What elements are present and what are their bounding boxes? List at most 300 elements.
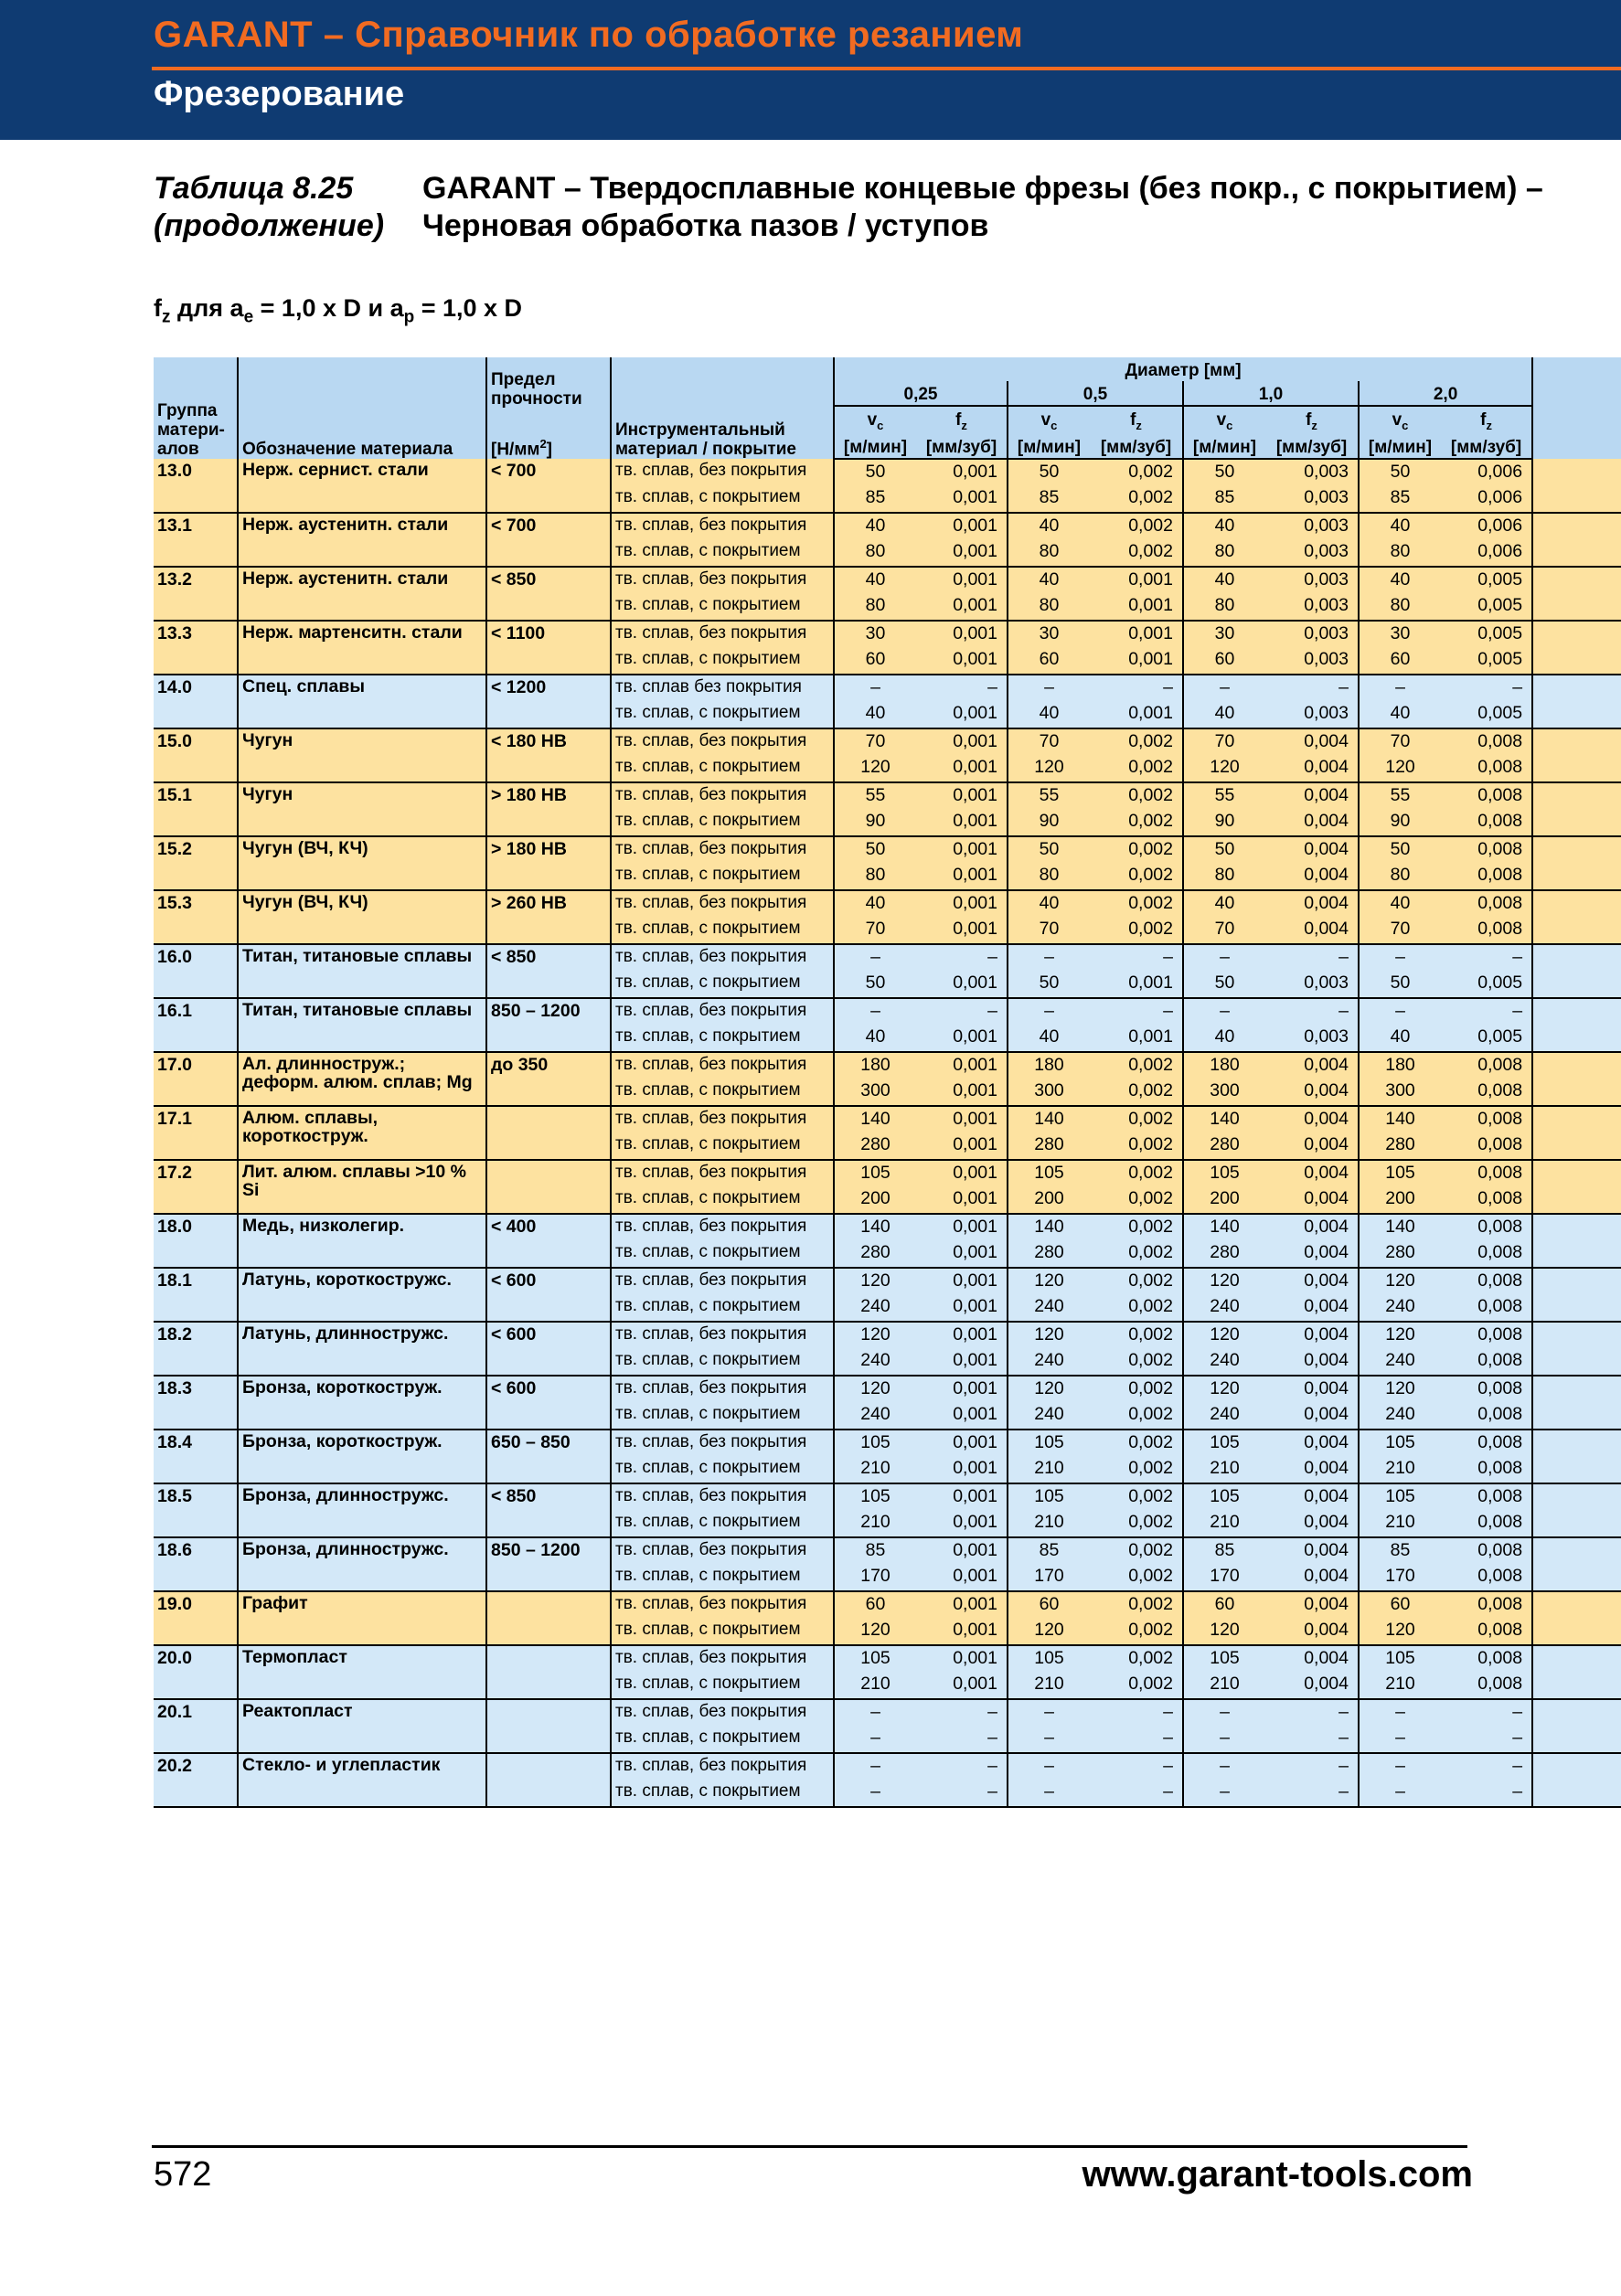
tool-coated: тв. сплав, с покрытием: [611, 1620, 834, 1645]
tool-coated: тв. сплав, с покрытием: [611, 649, 834, 675]
material-group: 18.1: [154, 1268, 238, 1322]
tool-coated: тв. сплав, с покрытием: [611, 865, 834, 890]
fz-value: 0,008: [1441, 811, 1532, 836]
fz-value: 0,004: [1265, 1376, 1359, 1404]
fz-value: 0,004: [1265, 1645, 1359, 1674]
vc-value: –: [1183, 1699, 1265, 1727]
fz-value: 0,001: [916, 1512, 1008, 1537]
vc-unit: [м/мин]: [1008, 432, 1090, 459]
fz-value: 0,003: [1265, 541, 1359, 567]
vc-value: 80: [1183, 541, 1265, 567]
fz-value: 0,001: [916, 703, 1008, 728]
vc-value: 40: [1359, 890, 1441, 919]
fz-header: $f_z$: [1265, 406, 1359, 432]
fz-value: 0,004: [1265, 1214, 1359, 1242]
material-group: 16.1: [154, 998, 238, 1052]
vc-value: 70: [834, 728, 916, 757]
vc-value: 210: [1183, 1674, 1265, 1699]
fz-value: –: [1090, 1753, 1183, 1781]
tensile-limit: < 600: [486, 1268, 611, 1322]
table-row: [154, 1376, 1621, 1404]
vc-value: 140: [834, 1106, 916, 1134]
fz-value: 0,004: [1265, 890, 1359, 919]
tensile-limit: < 700: [486, 513, 611, 567]
table-label-continued: (продолжение): [154, 208, 385, 243]
vc-value: 40: [834, 703, 916, 728]
vc-value: 120: [1183, 1620, 1265, 1645]
fz-value: –: [1265, 1727, 1359, 1753]
vc-value: 40: [1359, 703, 1441, 728]
tool-coated: тв. сплав, с покрытием: [611, 541, 834, 567]
blank-cell: [1532, 836, 1621, 890]
vc-value: 120: [1008, 757, 1090, 782]
vc-value: 120: [1359, 757, 1441, 782]
fz-value: 0,001: [916, 1296, 1008, 1322]
fz-value: 0,002: [1090, 1458, 1183, 1483]
vc-value: 140: [1359, 1214, 1441, 1242]
vc-value: 90: [1359, 811, 1441, 836]
material-group: 13.1: [154, 513, 238, 567]
fz-value: 0,004: [1265, 1350, 1359, 1376]
vc-value: 80: [1183, 865, 1265, 890]
tool-coated: тв. сплав, с покрытием: [611, 1134, 834, 1160]
vc-value: 70: [1359, 919, 1441, 944]
vc-value: 80: [1359, 541, 1441, 567]
tool-uncoated: тв. сплав, без покрытия: [611, 728, 834, 757]
fz-value: 0,001: [1090, 595, 1183, 621]
vc-value: 210: [834, 1458, 916, 1483]
vc-value: 140: [834, 1214, 916, 1242]
fz-value: 0,003: [1265, 621, 1359, 649]
table-row: [154, 1106, 1621, 1134]
fz-value: –: [916, 1781, 1008, 1807]
fz-value: –: [916, 998, 1008, 1026]
vc-value: –: [1359, 675, 1441, 703]
tool-coated: тв. сплав, с покрытием: [611, 1458, 834, 1483]
vc-value: 85: [1183, 1537, 1265, 1566]
vc-value: 105: [1183, 1430, 1265, 1458]
vc-value: 200: [1008, 1188, 1090, 1214]
tool-uncoated: тв. сплав, без покрытия: [611, 944, 834, 973]
material-name: Титан, титановые сплавы: [238, 998, 486, 1052]
vc-unit: [м/мин]: [1183, 432, 1265, 459]
vc-value: 60: [1008, 1591, 1090, 1620]
fz-value: 0,006: [1441, 487, 1532, 513]
material-group: 18.0: [154, 1214, 238, 1268]
fz-value: 0,004: [1265, 1052, 1359, 1080]
vc-value: 180: [1008, 1052, 1090, 1080]
vc-value: 40: [1183, 1026, 1265, 1052]
blank-cell: [1532, 1322, 1621, 1376]
fz-value: 0,001: [916, 728, 1008, 757]
fz-value: 0,002: [1090, 541, 1183, 567]
vc-value: 85: [1008, 1537, 1090, 1566]
fz-value: 0,001: [1090, 567, 1183, 595]
vc-value: 30: [1359, 621, 1441, 649]
vc-value: 80: [1008, 595, 1090, 621]
vc-value: 120: [1183, 757, 1265, 782]
table-row: [154, 513, 1621, 541]
tool-uncoated: тв. сплав, без покрытия: [611, 513, 834, 541]
fz-value: 0,001: [916, 1645, 1008, 1674]
vc-value: 280: [1008, 1134, 1090, 1160]
vc-header: $v_c$: [1008, 406, 1090, 432]
brand-title: GARANT – Справочник по обработке резанием: [154, 15, 1024, 55]
tool-coated: тв. сплав, с покрытием: [611, 919, 834, 944]
vc-value: 200: [1359, 1188, 1441, 1214]
vc-value: –: [1359, 1727, 1441, 1753]
material-name: Ал. длинноструж.; деформ. алюм. сплав; Mg: [238, 1052, 486, 1106]
fz-value: 0,001: [916, 890, 1008, 919]
fz-value: 0,005: [1441, 621, 1532, 649]
material-name: Бронза, короткострyж.: [238, 1430, 486, 1483]
blank-cell: [1532, 728, 1621, 782]
tool-coated: тв. сплав, с покрытием: [611, 1188, 834, 1214]
vc-value: 210: [1008, 1674, 1090, 1699]
fz-value: 0,008: [1441, 1458, 1532, 1483]
tool-coated: тв. сплав, с покрытием: [611, 487, 834, 513]
material-group: 18.4: [154, 1430, 238, 1483]
fz-header: $f_z$: [916, 406, 1008, 432]
tool-coated: тв. сплав, с покрытием: [611, 811, 834, 836]
fz-value: 0,004: [1265, 1674, 1359, 1699]
vc-value: –: [1183, 944, 1265, 973]
vc-value: –: [1008, 998, 1090, 1026]
vc-value: 85: [834, 1537, 916, 1566]
material-group: 15.3: [154, 890, 238, 944]
table-row: [154, 1537, 1621, 1566]
tensile-limit: < 700: [486, 459, 611, 513]
fz-value: 0,002: [1090, 1322, 1183, 1350]
vc-value: 170: [834, 1566, 916, 1591]
vc-value: 240: [1008, 1404, 1090, 1430]
tool-uncoated: тв. сплав, без покрытия: [611, 1753, 834, 1781]
fz-value: 0,001: [916, 1458, 1008, 1483]
fz-value: 0,008: [1441, 1052, 1532, 1080]
vc-value: –: [1183, 1753, 1265, 1781]
cutting-condition: $f_z$ для $a_e = 1,0$ x D и $a_p = 1,0$ x D: [154, 294, 523, 327]
vc-value: 140: [1008, 1214, 1090, 1242]
fz-value: 0,005: [1441, 649, 1532, 675]
vc-value: 80: [1008, 865, 1090, 890]
vc-value: 210: [834, 1674, 916, 1699]
fz-value: 0,003: [1265, 567, 1359, 595]
fz-value: 0,001: [916, 541, 1008, 567]
fz-value: 0,008: [1441, 728, 1532, 757]
fz-value: 0,002: [1090, 1404, 1183, 1430]
fz-value: 0,005: [1441, 703, 1532, 728]
fz-value: 0,004: [1265, 1566, 1359, 1591]
vc-value: 40: [1008, 513, 1090, 541]
vc-value: 85: [834, 487, 916, 513]
vc-value: 210: [1183, 1512, 1265, 1537]
material-name: Латунь, длинностружс.: [238, 1322, 486, 1376]
tool-uncoated: тв. сплав, без покрытия: [611, 1699, 834, 1727]
cutting-data-table: [154, 357, 1621, 1808]
vc-value: 70: [1359, 728, 1441, 757]
fz-value: 0,008: [1441, 1296, 1532, 1322]
fz-value: 0,002: [1090, 1242, 1183, 1268]
material-name: Нерж. мартенситн. стали: [238, 621, 486, 675]
fz-value: –: [1441, 998, 1532, 1026]
fz-value: 0,006: [1441, 459, 1532, 487]
vc-value: 70: [834, 919, 916, 944]
material-name: Лит. алюм. сплавы >10 % Si: [238, 1160, 486, 1214]
fz-value: 0,001: [916, 1537, 1008, 1566]
tool-coated: тв. сплав, с покрытием: [611, 1566, 834, 1591]
vc-value: –: [1008, 1699, 1090, 1727]
vc-value: 50: [834, 836, 916, 865]
material-name: Чугун: [238, 728, 486, 782]
tool-coated: тв. сплав, с покрытием: [611, 703, 834, 728]
fz-value: 0,002: [1090, 865, 1183, 890]
fz-value: 0,008: [1441, 1645, 1532, 1674]
fz-value: 0,008: [1441, 1483, 1532, 1512]
fz-value: 0,008: [1441, 1268, 1532, 1296]
vc-value: 105: [1359, 1483, 1441, 1512]
vc-value: 80: [1359, 595, 1441, 621]
vc-value: 120: [1183, 1322, 1265, 1350]
vc-value: 210: [1359, 1512, 1441, 1537]
table-row: [154, 459, 1621, 487]
fz-value: 0,004: [1265, 1512, 1359, 1537]
fz-value: –: [916, 1727, 1008, 1753]
tool-uncoated: тв. сплав, без покрытия: [611, 998, 834, 1026]
fz-value: 0,001: [916, 865, 1008, 890]
fz-value: 0,004: [1265, 1591, 1359, 1620]
fz-value: 0,001: [916, 1430, 1008, 1458]
table-row: [154, 1430, 1621, 1458]
vc-value: 40: [1008, 1026, 1090, 1052]
fz-value: 0,004: [1265, 919, 1359, 944]
fz-value: 0,001: [916, 1404, 1008, 1430]
vc-value: 40: [834, 567, 916, 595]
table-row: [154, 621, 1621, 649]
fz-value: –: [1441, 944, 1532, 973]
material-group: 16.0: [154, 944, 238, 998]
tensile-limit: < 600: [486, 1376, 611, 1430]
fz-value: 0,004: [1265, 757, 1359, 782]
fz-value: 0,003: [1265, 1026, 1359, 1052]
vc-value: 105: [1359, 1430, 1441, 1458]
fz-value: 0,004: [1265, 811, 1359, 836]
vc-value: 170: [1008, 1566, 1090, 1591]
fz-value: 0,001: [1090, 973, 1183, 998]
fz-value: 0,002: [1090, 1134, 1183, 1160]
fz-value: 0,004: [1265, 1134, 1359, 1160]
vc-value: 120: [1359, 1376, 1441, 1404]
material-name: Титан, титановые сплавы: [238, 944, 486, 998]
material-group: 20.0: [154, 1645, 238, 1699]
fz-value: –: [1441, 1699, 1532, 1727]
tool-uncoated: тв. сплав, без покрытия: [611, 1322, 834, 1350]
fz-value: 0,004: [1265, 1458, 1359, 1483]
fz-value: 0,002: [1090, 1296, 1183, 1322]
fz-value: 0,001: [916, 1674, 1008, 1699]
blank-cell: [1532, 1537, 1621, 1591]
fz-value: 0,001: [1090, 1026, 1183, 1052]
vc-value: 60: [834, 649, 916, 675]
fz-value: 0,005: [1441, 1026, 1532, 1052]
diameter-header: Диаметр [мм]: [834, 357, 1532, 381]
fz-value: 0,003: [1265, 513, 1359, 541]
vc-value: 180: [834, 1052, 916, 1080]
blank-cell: [1532, 567, 1621, 621]
vc-value: 240: [1359, 1350, 1441, 1376]
tool-uncoated: тв. сплав, без покрытия: [611, 836, 834, 865]
tensile-limit: > 260 HB: [486, 890, 611, 944]
vc-value: 70: [1008, 728, 1090, 757]
fz-value: 0,001: [916, 1242, 1008, 1268]
vc-value: 30: [1008, 621, 1090, 649]
fz-value: 0,006: [1441, 513, 1532, 541]
vc-value: –: [834, 998, 916, 1026]
vc-value: –: [1359, 998, 1441, 1026]
vc-value: 60: [1008, 649, 1090, 675]
vc-value: 120: [834, 1620, 916, 1645]
vc-value: –: [834, 944, 916, 973]
tool-coated: тв. сплав, с покрытием: [611, 1674, 834, 1699]
vc-value: 140: [1008, 1106, 1090, 1134]
tool-uncoated: тв. сплав, без покрытия: [611, 1214, 834, 1242]
vc-value: 70: [1183, 919, 1265, 944]
vc-value: –: [834, 1699, 916, 1727]
vc-value: 85: [1359, 487, 1441, 513]
vc-value: 60: [1359, 649, 1441, 675]
fz-value: –: [1441, 1753, 1532, 1781]
vc-value: 300: [834, 1080, 916, 1106]
blank-cell: [1532, 1591, 1621, 1645]
tensile-limit: [486, 1645, 611, 1699]
fz-value: 0,001: [1090, 649, 1183, 675]
table-row: [154, 944, 1621, 973]
material-group: 17.2: [154, 1160, 238, 1214]
table-row: [154, 1483, 1621, 1512]
fz-value: 0,001: [1090, 621, 1183, 649]
fz-value: 0,001: [916, 459, 1008, 487]
vc-value: 50: [1008, 973, 1090, 998]
vc-value: 40: [1183, 890, 1265, 919]
fz-value: 0,008: [1441, 1322, 1532, 1350]
fz-value: 0,001: [916, 1350, 1008, 1376]
material-name: Спец. сплавы: [238, 675, 486, 728]
fz-value: 0,008: [1441, 1080, 1532, 1106]
tool-coated: тв. сплав, с покрытием: [611, 1026, 834, 1052]
tensile-limit: 650 – 850: [486, 1430, 611, 1483]
col-material-header: Обозначение материала: [238, 357, 486, 459]
table-row: [154, 836, 1621, 865]
fz-value: –: [1090, 1727, 1183, 1753]
fz-value: –: [916, 675, 1008, 703]
vc-value: –: [1008, 1727, 1090, 1753]
vc-value: 50: [1359, 836, 1441, 865]
tensile-limit: < 600: [486, 1322, 611, 1376]
material-name: Реактопласт: [238, 1699, 486, 1753]
col-limit-header: Предел прочности $[Н/мм^2]$: [486, 357, 611, 459]
fz-value: 0,008: [1441, 1512, 1532, 1537]
fz-value: 0,004: [1265, 1080, 1359, 1106]
fz-value: 0,002: [1090, 1620, 1183, 1645]
vc-value: 40: [834, 1026, 916, 1052]
tensile-limit: [486, 1591, 611, 1645]
vc-value: 120: [1359, 1620, 1441, 1645]
blank-cell: [1532, 513, 1621, 567]
tensile-limit: до 350: [486, 1052, 611, 1106]
fz-value: 0,004: [1265, 1430, 1359, 1458]
table-row: [154, 1322, 1621, 1350]
vc-value: 210: [1008, 1512, 1090, 1537]
table-title: GARANT – Твердосплавные концевые фрезы (без покр., с покрытием) –: [422, 171, 1543, 206]
vc-value: 210: [1008, 1458, 1090, 1483]
vc-value: 60: [1183, 1591, 1265, 1620]
blank-cell: [1532, 675, 1621, 728]
vc-header: $v_c$: [1183, 406, 1265, 432]
vc-value: 280: [1359, 1134, 1441, 1160]
blank-cell: [1532, 1160, 1621, 1214]
fz-value: 0,008: [1441, 1537, 1532, 1566]
table-label: Таблица 8.25: [154, 171, 354, 206]
fz-value: 0,001: [916, 1376, 1008, 1404]
fz-value: 0,002: [1090, 1160, 1183, 1188]
fz-value: 0,004: [1265, 865, 1359, 890]
fz-value: 0,001: [916, 487, 1008, 513]
fz-value: 0,002: [1090, 1376, 1183, 1404]
tool-uncoated: тв. сплав, без покрытия: [611, 1106, 834, 1134]
fz-value: 0,008: [1441, 1106, 1532, 1134]
vc-value: 50: [1008, 836, 1090, 865]
fz-value: –: [1090, 1699, 1183, 1727]
vc-value: 300: [1183, 1080, 1265, 1106]
vc-value: 50: [1183, 459, 1265, 487]
fz-value: 0,001: [916, 1052, 1008, 1080]
vc-value: 120: [1008, 1322, 1090, 1350]
fz-value: 0,005: [1441, 595, 1532, 621]
fz-value: 0,001: [916, 1080, 1008, 1106]
vc-value: 105: [1183, 1645, 1265, 1674]
vc-unit: [м/мин]: [1359, 432, 1441, 459]
vc-value: –: [1183, 1727, 1265, 1753]
vc-value: 105: [834, 1645, 916, 1674]
fz-value: 0,004: [1265, 782, 1359, 811]
vc-value: 105: [1183, 1160, 1265, 1188]
material-name: Алюм. сплавы, короткострyж.: [238, 1106, 486, 1160]
tensile-limit: < 1100: [486, 621, 611, 675]
material-group: 13.3: [154, 621, 238, 675]
vc-value: –: [834, 1781, 916, 1807]
fz-value: 0,002: [1090, 890, 1183, 919]
fz-value: 0,003: [1265, 595, 1359, 621]
tool-uncoated: тв. сплав, без покрытия: [611, 1052, 834, 1080]
tool-coated: тв. сплав, с покрытием: [611, 1080, 834, 1106]
material-group: 18.5: [154, 1483, 238, 1537]
fz-value: 0,003: [1265, 487, 1359, 513]
vc-value: –: [1008, 1753, 1090, 1781]
table-row: [154, 890, 1621, 919]
diameter-1-0: 1,0: [1183, 381, 1359, 406]
tool-uncoated: тв. сплав, без покрытия: [611, 1160, 834, 1188]
fz-value: –: [1265, 944, 1359, 973]
vc-value: –: [834, 1753, 916, 1781]
vc-value: 55: [1183, 782, 1265, 811]
fz-value: 0,004: [1265, 1322, 1359, 1350]
table-row: [154, 1160, 1621, 1188]
fz-value: 0,002: [1090, 811, 1183, 836]
fz-value: 0,004: [1265, 1296, 1359, 1322]
footer-divider: [152, 2145, 1467, 2148]
fz-value: 0,005: [1441, 567, 1532, 595]
vc-value: 140: [1359, 1106, 1441, 1134]
material-name: Термопласт: [238, 1645, 486, 1699]
